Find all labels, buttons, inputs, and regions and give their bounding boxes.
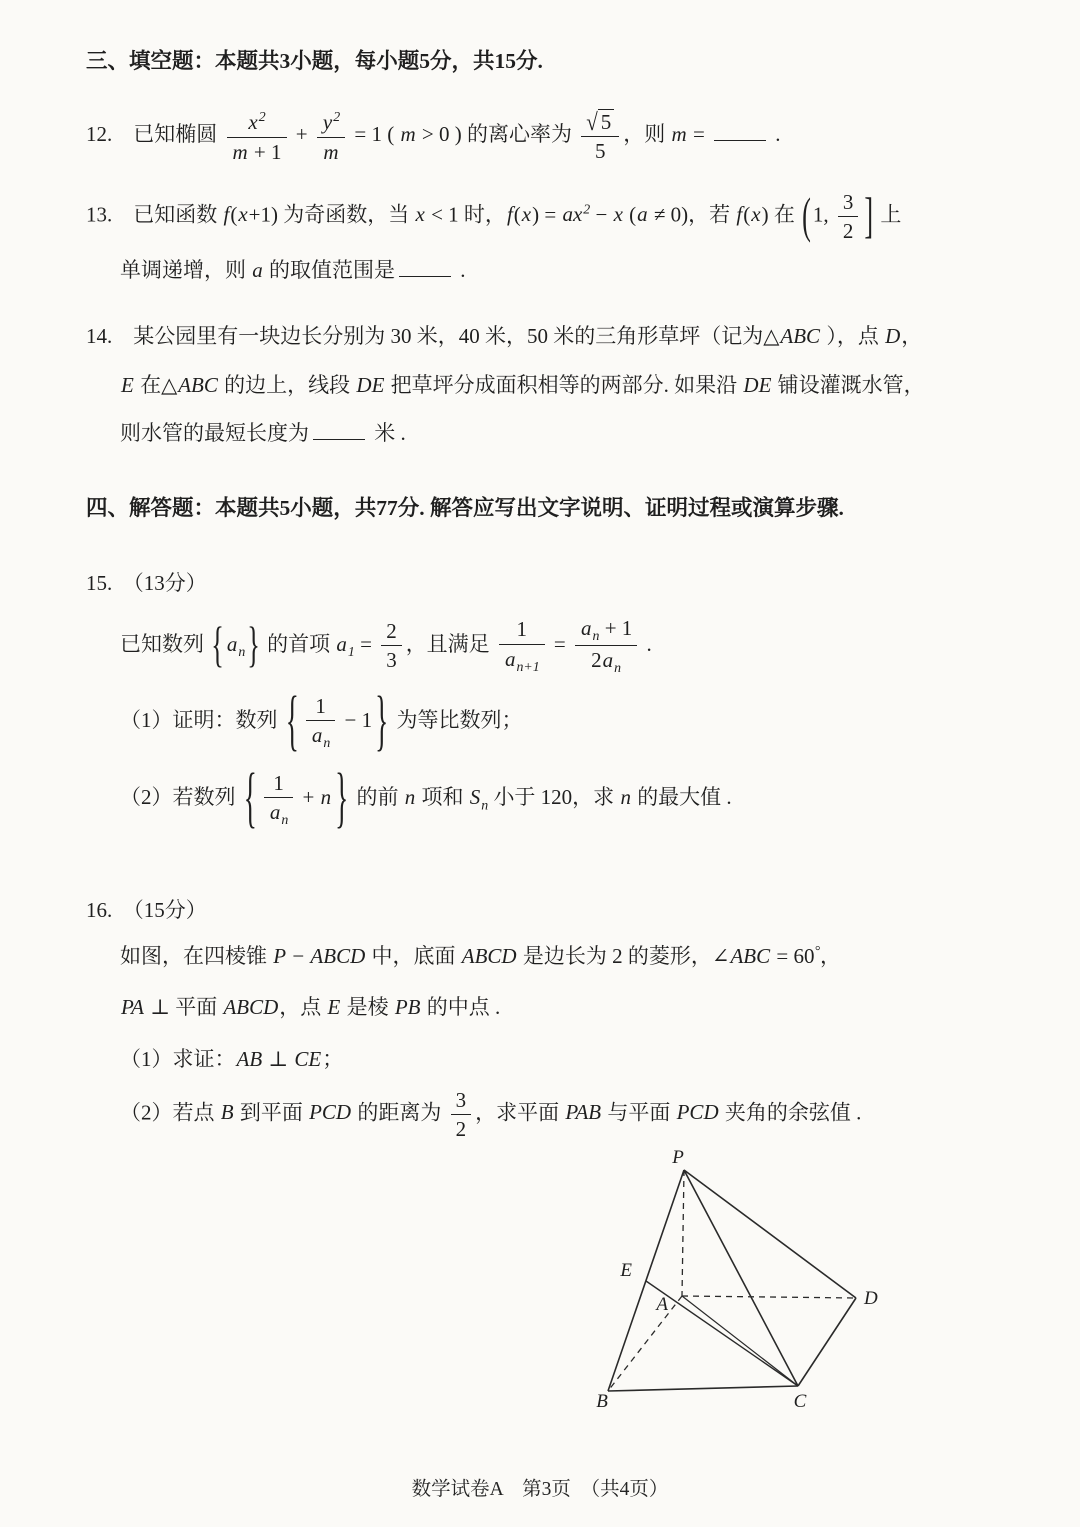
figure-label-E: E [620,1260,632,1282]
question-12 [86,108,994,165]
q15-part-1: （1）证明：数列 { $\frac{1}{a_n}$ − 1 } 为等比数列； [120,682,523,758]
q16-line-2: PA ⊥ 平面 ABCD，点 E 是棱 PB 的中点 . [121,995,501,1020]
edge-PB [608,1170,684,1391]
figure-label-P: P [672,1148,684,1169]
q16-part-1: （1）求证：AB ⊥ CE； [120,1047,344,1072]
edge-BC [608,1386,798,1391]
edge-PA-dashed [682,1170,684,1296]
question-15 [86,567,994,835]
figure-label-D: D [864,1288,878,1310]
q15-line-1: 已知数列 { $a_n$} 的首项 $a_1$ = $\frac{2}{3}$ ，且满足 $\frac{1}{a_{n+1}}$ = $\frac{a_n + 1}{2a_n}$ . [120,615,652,676]
figure-label-A: A [656,1294,668,1316]
question-16 [86,894,994,1142]
section-fill-heading: 三、填空题：本题共3小题，每小题5分，共15分. [86,49,543,73]
q16-part-2: （2）若点 B 到平面 PCD 的距离为 $\frac{3}{2}$ ，求平面 PAB 与平面 PCD 夹角的余弦值 . [120,1087,862,1141]
q13-line-2: 单调递增，则 a 的取值范围是 . [86,254,994,288]
figure-label-C: C [793,1391,807,1411]
figure-label-B: B [596,1391,608,1411]
q14-line-3: 则水管的最短长度为 米 . [86,417,994,451]
q12-line-1: 12. 已知椭圆 $\frac{x^2}{m + 1}$ + $\frac{y^2}{m}$ = 1 ( m > 0 ) 的离心率为 $\frac{√ 5}{5}$ ，则 m = . [86,108,781,164]
pyramid-svg [556,1148,896,1410]
edge-CD [798,1298,856,1386]
page-footer: 数学试卷A 第3页 （共4页） [411,1479,669,1500]
q16-label: 16. （15分） [86,898,207,923]
pyramid-figure [556,1148,896,1410]
question-14 [86,320,994,451]
q13-line-1: 13. 已知函数 f(x+1) 为奇函数，当 x < 1 时，$f(x) = ax^2 - x$ (a ≠ 0)，若 f(x) 在 (1, $\frac{3}{2}$ ] 上 [86,187,902,244]
edge-AD-dashed [682,1296,856,1298]
edge-PD [684,1170,856,1298]
q15-label: 15. （13分） [86,571,207,596]
q16-line-1: 如图，在四棱锥 P − ABCD 中，底面 ABCD 是边长为 2 的菱形，∠ABC = 60°， [120,942,841,968]
question-13 [86,189,994,288]
edge-AB-dashed [608,1296,682,1391]
q15-part-2: （2）若数列 { $\frac{1}{a_n}$ + n } 的前 n 项和 $S_n$ 小于 120，求 n 的最大值 . [120,759,732,835]
q14-line-1: 14. 某公园里有一块边长分别为 30 米，40 米，50 米的三角形草坪（记为△ABC ），点 D， [86,323,923,348]
section-solve-heading: 四、解答题：本题共5小题，共77分. 解答应写出文字说明、证明过程或演算步骤. [86,495,844,520]
edge-PC [684,1170,798,1386]
q14-line-2: E 在△ABC 的边上，线段 DE 把草坪分成面积相等的两部分. 如果沿 DE 铺设灌溉水管， [121,372,925,397]
segment-AC [682,1296,798,1386]
